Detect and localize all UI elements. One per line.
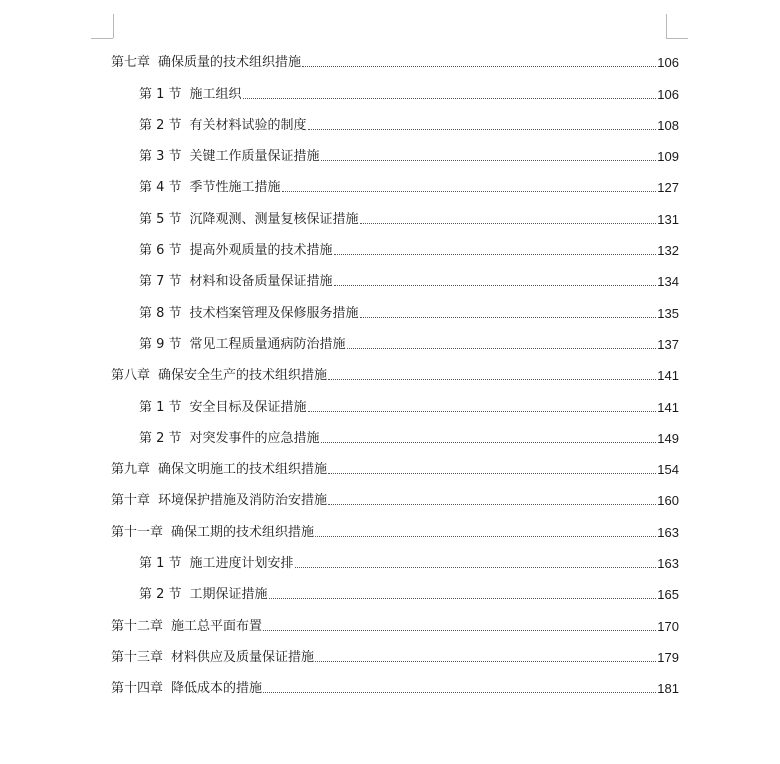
toc-dot-leader [269,597,657,599]
toc-entry-page-number: 181 [657,681,679,697]
toc-entry-title: 确保文明施工的技术组织措施 [158,462,328,478]
toc-dot-leader [302,65,656,67]
toc-entry-page-number: 134 [657,274,679,290]
toc-entry-page-number: 132 [657,243,679,259]
toc-entry-number: 第 2 节 [139,587,182,603]
toc-entry-page-number: 170 [657,618,679,634]
toc-entry-number: 第十二章 [111,618,164,634]
toc-entry-page-number: 131 [657,211,679,227]
toc-entry-number: 第九章 [111,462,151,478]
toc-entry-title: 季节性施工措施 [189,180,281,196]
toc-section-entry[interactable] [111,71,679,102]
toc-chapter-entry[interactable] [111,666,679,697]
toc-entry-title: 降低成本的措施 [171,681,263,697]
toc-entry-title: 环境保护措施及消防治安措施 [158,493,328,509]
toc-chapter-entry[interactable] [111,40,679,71]
toc-entry-number: 第 8 节 [139,305,182,321]
toc-dot-leader [263,629,656,631]
toc-entry-title: 施工总平面布置 [171,618,263,634]
toc-entry-number: 第七章 [111,55,151,71]
toc-entry-title: 沉降观测、测量复核保证措施 [189,211,359,227]
toc-dot-leader [328,378,656,380]
toc-entry-page-number: 141 [657,399,679,415]
toc-chapter-entry[interactable] [111,635,679,666]
toc-section-entry[interactable] [111,384,679,415]
toc-dot-leader [308,128,657,130]
table-of-contents [111,40,679,697]
toc-dot-leader [321,441,657,443]
toc-entry-title: 对突发事件的应急措施 [189,430,320,446]
toc-dot-leader [334,284,657,286]
toc-entry-page-number: 179 [657,649,679,665]
toc-chapter-entry[interactable] [111,603,679,634]
toc-entry-page-number: 137 [657,336,679,352]
toc-entry-title: 常见工程质量通病防治措施 [189,336,346,352]
toc-entry-number: 第 4 节 [139,180,182,196]
toc-entry-title: 工期保证措施 [189,587,268,603]
toc-section-entry[interactable] [111,259,679,290]
toc-dot-leader [328,472,656,474]
toc-entry-page-number: 135 [657,305,679,321]
toc-entry-page-number: 109 [657,149,679,165]
toc-entry-page-number: 160 [657,493,679,509]
toc-entry-title: 材料和设备质量保证措施 [189,274,333,290]
toc-dot-leader [315,660,656,662]
toc-section-entry[interactable] [111,103,679,134]
toc-entry-title: 提高外观质量的技术措施 [189,243,333,259]
toc-entry-page-number: 163 [657,556,679,572]
toc-entry-title: 有关材料试验的制度 [189,117,307,133]
toc-entry-title: 确保工期的技术组织措施 [171,524,315,540]
toc-entry-page-number: 108 [657,117,679,133]
toc-entry-number: 第 5 节 [139,211,182,227]
toc-entry-number: 第十三章 [111,649,164,665]
crop-mark-right-vertical [666,14,667,38]
toc-entry-page-number: 127 [657,180,679,196]
toc-section-entry[interactable] [111,416,679,447]
toc-dot-leader [295,566,657,568]
toc-dot-leader [347,347,657,349]
toc-entry-number: 第 2 节 [139,117,182,133]
toc-entry-page-number: 165 [657,587,679,603]
toc-dot-leader [360,316,657,318]
toc-chapter-entry[interactable] [111,447,679,478]
toc-section-entry[interactable] [111,196,679,227]
toc-dot-leader [321,159,657,161]
toc-section-entry[interactable] [111,290,679,321]
toc-entry-page-number: 163 [657,524,679,540]
crop-mark-right-horizontal [666,38,688,39]
toc-entry-title: 确保安全生产的技术组织措施 [158,368,328,384]
toc-entry-number: 第 6 节 [139,243,182,259]
toc-section-entry[interactable] [111,134,679,165]
toc-section-entry[interactable] [111,322,679,353]
toc-entry-page-number: 106 [657,86,679,102]
toc-section-entry[interactable] [111,228,679,259]
toc-section-entry[interactable] [111,572,679,603]
toc-chapter-entry[interactable] [111,478,679,509]
toc-entry-number: 第 7 节 [139,274,182,290]
toc-entry-number: 第 1 节 [139,86,182,102]
toc-entry-number: 第 1 节 [139,556,182,572]
toc-entry-page-number: 149 [657,430,679,446]
toc-chapter-entry[interactable] [111,353,679,384]
toc-entry-title: 关键工作质量保证措施 [189,149,320,165]
toc-section-entry[interactable] [111,541,679,572]
toc-entry-number: 第十章 [111,493,151,509]
toc-entry-number: 第 9 节 [139,336,182,352]
toc-entry-number: 第十一章 [111,524,164,540]
crop-mark-left-vertical [113,14,114,38]
toc-dot-leader [328,503,656,505]
toc-entry-page-number: 106 [657,55,679,71]
toc-dot-leader [315,535,656,537]
toc-entry-number: 第 1 节 [139,399,182,415]
toc-entry-title: 施工组织 [189,86,242,102]
toc-chapter-entry[interactable] [111,509,679,540]
toc-entry-number: 第八章 [111,368,151,384]
toc-entry-number: 第 3 节 [139,149,182,165]
toc-entry-page-number: 154 [657,462,679,478]
toc-section-entry[interactable] [111,165,679,196]
toc-dot-leader [243,97,657,99]
toc-dot-leader [360,222,657,224]
toc-entry-title: 确保质量的技术组织措施 [158,55,302,71]
toc-entry-title: 安全目标及保证措施 [189,399,307,415]
toc-entry-number: 第十四章 [111,681,164,697]
toc-dot-leader [334,253,657,255]
toc-entry-title: 技术档案管理及保修服务措施 [189,305,359,321]
toc-entry-title: 材料供应及质量保证措施 [171,649,315,665]
toc-dot-leader [263,691,656,693]
toc-entry-page-number: 141 [657,368,679,384]
crop-mark-left-horizontal [91,38,113,39]
toc-entry-title: 施工进度计划安排 [189,556,294,572]
toc-dot-leader [308,410,657,412]
toc-entry-number: 第 2 节 [139,430,182,446]
toc-dot-leader [282,190,657,192]
